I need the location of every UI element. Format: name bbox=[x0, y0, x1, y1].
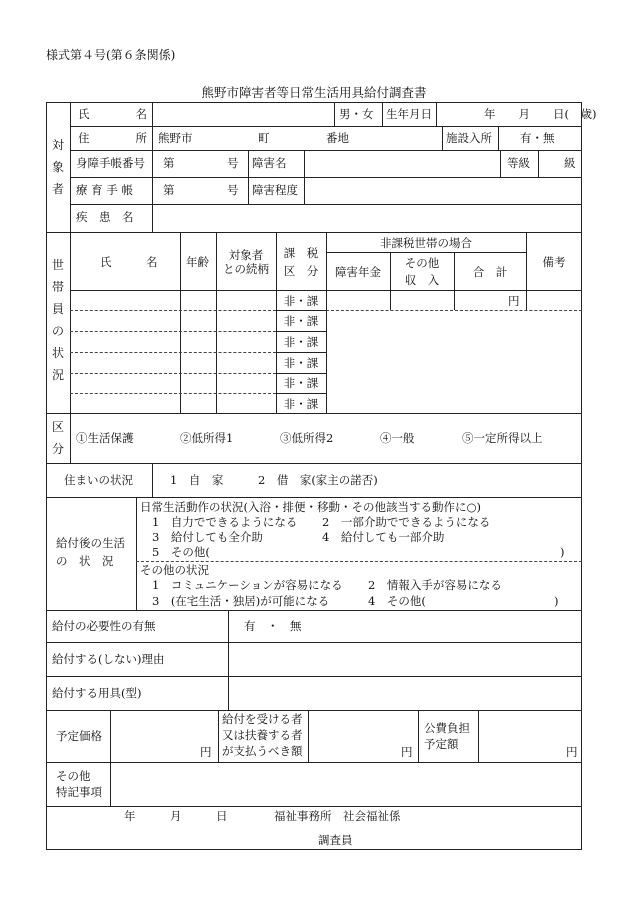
form-number: 様式第４号(第６条関係) bbox=[46, 48, 176, 62]
col-total: 合 計 bbox=[472, 265, 508, 279]
address-banchi: 番地 bbox=[326, 131, 349, 145]
category-option-4[interactable]: ④一般 bbox=[380, 431, 415, 445]
after-benefit-label-1: 給付後の生活 bbox=[56, 536, 125, 550]
ryoiku-go: 号 bbox=[227, 183, 239, 197]
address-city: 熊野市 bbox=[158, 131, 193, 145]
device-label: 給付する用具(型) bbox=[52, 686, 142, 700]
name-label: 氏 名 bbox=[78, 107, 147, 121]
necessity-value[interactable]: 有 ・ 無 bbox=[244, 619, 302, 633]
housing-option-2[interactable]: 2 借 家(家主の諾否) bbox=[258, 473, 378, 487]
col-other-2: 収 入 bbox=[404, 273, 440, 287]
category-option-5[interactable]: ⑤一定所得以上 bbox=[462, 431, 543, 445]
tax-option-row-5[interactable]: 非・課 bbox=[283, 376, 319, 390]
total-yen: 円 bbox=[508, 294, 520, 308]
col-name: 氏 名 bbox=[100, 255, 158, 269]
adl-option-1[interactable]: 1 自力でできるようになる bbox=[152, 515, 298, 529]
other-heading: その他の状況 bbox=[140, 563, 209, 577]
tax-option-row-6[interactable]: 非・課 bbox=[283, 397, 319, 411]
col-pension: 障害年金 bbox=[335, 265, 381, 279]
col-other-1: その他 bbox=[404, 256, 440, 270]
degree-label: 障害程度 bbox=[252, 183, 298, 197]
price-label: 予定価格 bbox=[56, 729, 102, 743]
nontax-header: 非課税世帯の場合 bbox=[380, 236, 472, 250]
price-yen: 円 bbox=[200, 745, 212, 759]
address-town: 町 bbox=[258, 131, 270, 145]
adl-option-4[interactable]: 4 給付しても一部介助 bbox=[322, 530, 445, 544]
footer-date: 年 月 日 bbox=[124, 809, 228, 823]
other-option-2[interactable]: 2 情報入手が容易になる bbox=[368, 578, 502, 592]
housing-label: 住まいの状況 bbox=[64, 473, 133, 487]
reason-label: 給付する(しない)理由 bbox=[52, 652, 165, 666]
footer-investigator: 調査員 bbox=[318, 833, 353, 847]
after-benefit-label-2: の 状 況 bbox=[56, 554, 114, 568]
col-relation-2: との続柄 bbox=[223, 262, 269, 276]
tax-option-row-1[interactable]: 非・課 bbox=[283, 294, 319, 308]
birth-value: 年 月 日( 歳) bbox=[484, 107, 597, 121]
ryoiku-label: 療 育 手 帳 bbox=[76, 183, 133, 197]
category-side-label: 区 分 bbox=[51, 420, 64, 456]
col-age: 年齢 bbox=[186, 255, 209, 269]
col-relation-1: 対象者 bbox=[228, 248, 264, 262]
adl-option-3[interactable]: 3 給付しても全介助 bbox=[152, 530, 263, 544]
category-option-1[interactable]: ①生活保護 bbox=[76, 431, 134, 445]
handbook-go: 号 bbox=[227, 156, 239, 170]
public-label-1: 公費負担 bbox=[424, 721, 470, 735]
adl-close-paren: ) bbox=[560, 545, 565, 559]
grade-label: 等級 bbox=[507, 156, 530, 170]
facility-label: 施設入所 bbox=[446, 131, 492, 145]
birth-label: 生年月日 bbox=[386, 107, 432, 121]
adl-option-5[interactable]: 5 その他( bbox=[152, 545, 210, 559]
page-title: 熊野市障害者等日常生活用具給付調査書 bbox=[201, 85, 427, 100]
public-yen: 円 bbox=[566, 745, 578, 759]
payer-label-1: 給付を受ける者 bbox=[222, 712, 303, 726]
other-option-3[interactable]: 3 (在宅生活・独居)が可能になる bbox=[152, 594, 330, 608]
other-notes-label-2: 特記事項 bbox=[56, 785, 102, 799]
handbook-dai: 第 bbox=[163, 156, 175, 170]
facility-value[interactable]: 有・無 bbox=[520, 131, 555, 145]
ryoiku-dai: 第 bbox=[163, 183, 175, 197]
handbook-label: 身障手帳番号 bbox=[76, 156, 145, 170]
col-remarks: 備考 bbox=[542, 255, 566, 269]
necessity-label: 給付の必要性の有無 bbox=[52, 619, 156, 633]
disability-name-label: 障害名 bbox=[252, 156, 287, 170]
tax-option-row-2[interactable]: 非・課 bbox=[283, 314, 319, 328]
col-tax-2: 区 分 bbox=[283, 264, 319, 278]
tax-option-row-4[interactable]: 非・課 bbox=[283, 356, 319, 370]
col-tax-1: 課 税 bbox=[283, 246, 319, 260]
other-notes-label-1: その他 bbox=[56, 769, 91, 783]
other-option-1[interactable]: 1 コミュニケーションが容易になる bbox=[152, 578, 343, 592]
sex-options[interactable]: 男・女 bbox=[339, 107, 374, 121]
footer-office: 福祉事務所 社会福祉係 bbox=[274, 809, 401, 823]
payer-label-2: 又は扶養する者 bbox=[222, 728, 303, 742]
subject-side-label: 対 象 者 bbox=[51, 138, 64, 196]
address-label: 住 所 bbox=[78, 131, 147, 145]
adl-option-2[interactable]: 2 一部介助でできるようになる bbox=[322, 515, 491, 529]
disease-label: 疾 患 名 bbox=[76, 210, 134, 224]
adl-heading: 日常生活動作の状況(入浴・排便・移動・その他該当する動作に○) bbox=[140, 500, 482, 514]
category-option-3[interactable]: ③低所得2 bbox=[280, 431, 334, 445]
category-option-2[interactable]: ②低所得1 bbox=[180, 431, 234, 445]
other-close-paren: ) bbox=[554, 594, 559, 608]
public-label-2: 予定額 bbox=[424, 737, 459, 751]
tax-option-row-3[interactable]: 非・課 bbox=[283, 335, 319, 349]
household-side-label: 世 帯 員 の 状 況 bbox=[51, 258, 64, 382]
housing-option-1[interactable]: 1 自 家 bbox=[170, 473, 224, 487]
payer-yen: 円 bbox=[401, 745, 413, 759]
other-option-4[interactable]: 4 その他( bbox=[368, 594, 426, 608]
grade-unit: 級 bbox=[564, 156, 576, 170]
payer-label-3: が支払うべき額 bbox=[222, 744, 303, 758]
